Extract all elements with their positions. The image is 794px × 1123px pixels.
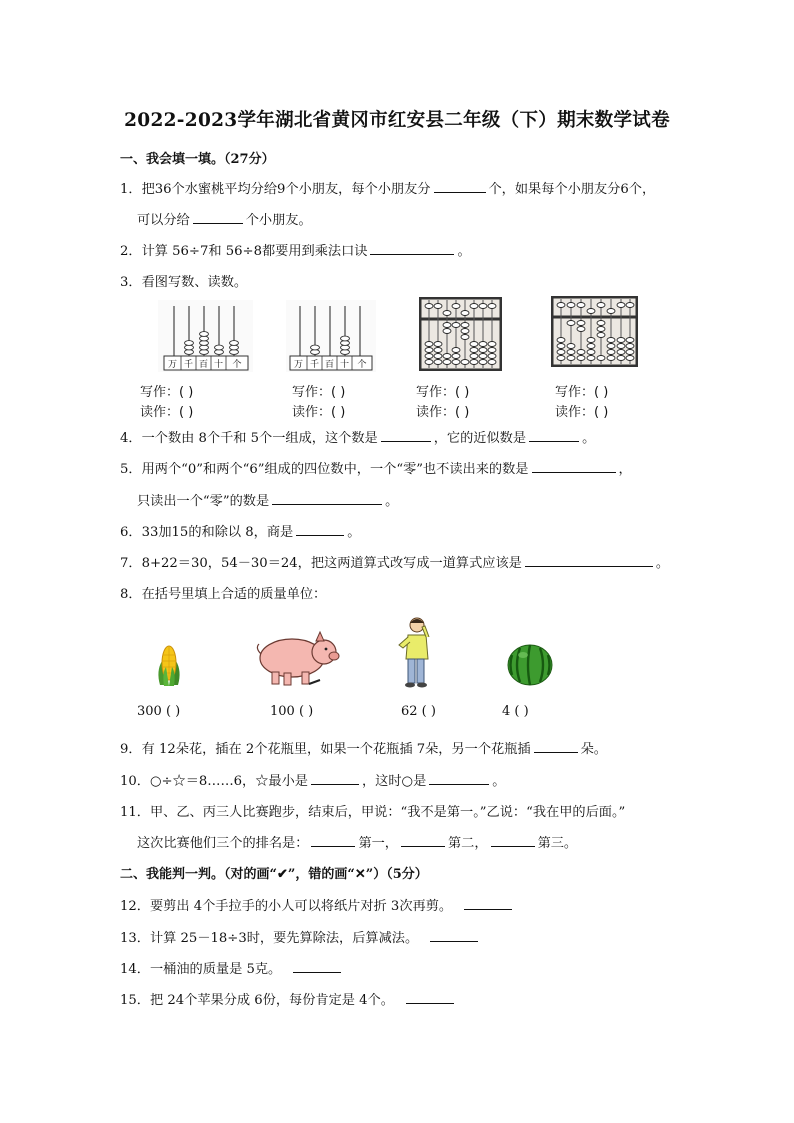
q11-text-e: 第三。 [537,836,578,851]
q10-text-a: 10．○÷☆＝8……6，☆最小是 [120,774,308,789]
q12-text: 12．要剪出 4个手拉手的小人可以将纸片对折 3次再剪。 [120,899,453,914]
pig-image [254,626,340,688]
section-1-heading: 一、我会填一填。（27分） [120,152,275,167]
q4-text-a: 4．一个数由 8个千和 5个一组成，这个数是 [120,431,378,446]
q5-text-d: 。 [385,494,399,509]
question-10 [120,770,505,789]
q11-blank-2[interactable] [401,834,445,847]
q1-text-d: 个小朋友。 [245,213,312,228]
q7-blank[interactable] [525,554,653,567]
corn-image [152,641,186,687]
q9-blank[interactable] [534,740,578,753]
write-label-3: 写作：( ) [416,385,470,400]
q10-text-b: ，这时○是 [362,774,427,789]
q6-blank[interactable] [296,523,344,536]
place-label: 万 [167,360,178,370]
question-13 [120,927,481,946]
q2-text-a: 2．计算 56÷7和 56÷8都要用到乘法口诀 [120,244,368,259]
q9-text-a: 9．有 12朵花，插在 2个花瓶里，如果一个花瓶插 7朵，另一个花瓶插 [120,742,531,757]
q8-item-corn[interactable]: 300 ( ) [137,704,181,719]
write-label-2: 写作：( ) [292,385,346,400]
place-label: 百 [324,360,335,370]
q5-text-c: 只读出一个“零”的数是 [137,494,270,509]
q10-blank-1[interactable] [311,772,359,785]
q2-text-b: 。 [457,244,471,259]
q4-blank-2[interactable] [529,429,579,442]
question-15 [120,989,457,1008]
q15-blank[interactable] [406,991,454,1004]
place-label: 千 [183,360,194,370]
abacus-3-image [419,297,502,371]
q11-text-b: 这次比赛他们三个的排名是： [137,836,309,851]
q15-text: 15．把 24个苹果分成 6份，每份肯定是 4个。 [120,993,394,1008]
write-label-1: 写作：( ) [140,385,194,400]
q11-text-d: 第二， [448,836,488,851]
q14-blank[interactable] [293,960,341,973]
q13-text: 13．计算 25－18÷3时，要先算除法，后算减法。 [120,931,419,946]
write-label-4: 写作：( ) [555,385,609,400]
q8-item-pig[interactable]: 100 ( ) [270,704,314,719]
read-label-1: 读作：( ) [140,405,194,420]
q4-text-c: 。 [582,431,596,446]
question-1-cont [137,209,312,228]
q1-text-b: 个，如果每个小朋友分6个， [488,182,656,197]
place-label: 百 [198,360,209,370]
read-label-2: 读作：( ) [292,405,346,420]
q5-blank-2[interactable] [272,492,382,505]
q11-blank-1[interactable] [311,834,355,847]
q10-text-c: 。 [492,774,506,789]
q11-blank-3[interactable] [491,834,535,847]
question-2 [120,240,471,259]
question-12 [120,895,515,914]
question-11: 11．甲、乙、丙三人比赛跑步，结束后，甲说：“我不是第一。”乙说：“我在甲的后面。” [120,805,626,820]
q10-blank-2[interactable] [429,772,489,785]
boy-image [395,615,437,689]
q7-text-b: 。 [655,556,670,571]
q8-item-boy[interactable]: 62 ( ) [401,704,436,719]
abacus-4-image [551,296,638,367]
q7-text-a: 7．8+22＝30，54－30＝24，把这两道算式改写成一道算式应该是 [120,556,522,571]
q6-text-a: 6．33加15的和除以 8，商是 [120,525,294,540]
section-2-heading: 二、我能判一判。（对的画“✔”，错的画“✕”）（5分） [120,867,428,882]
place-label: 万 [293,360,304,370]
q5-blank-1[interactable] [532,460,616,473]
q9-text-b: 朵。 [580,742,607,757]
question-9 [120,738,607,757]
question-11-cont [137,832,577,851]
question-4 [120,427,595,446]
q12-blank[interactable] [464,897,512,910]
q4-blank-1[interactable] [381,429,431,442]
question-8: 8．在括号里填上合适的质量单位： [120,587,327,602]
q1-blank-1[interactable] [434,180,486,193]
read-label-4: 读作：( ) [555,405,609,420]
counting-frame-1-image [158,300,253,372]
q5-text-a: 5．用两个“0”和两个“6”组成的四位数中，一个“零”也不读出来的数是 [120,462,529,477]
q1-blank-2[interactable] [193,211,243,224]
q13-blank[interactable] [430,929,478,942]
q14-text: 14．一桶油的质量是 5克。 [120,962,282,977]
question-14 [120,958,344,977]
q6-text-b: 。 [347,525,361,540]
q11-text-c: 第一， [358,836,398,851]
question-5-cont [137,490,398,509]
place-label: 个 [357,360,367,370]
counting-frame-2-image [286,300,376,372]
question-7 [120,552,669,571]
place-label: 十 [213,360,224,370]
q2-blank[interactable] [370,242,454,255]
question-1 [120,178,655,197]
watermelon-image [506,643,554,687]
question-6 [120,521,360,540]
question-5 [120,458,632,477]
read-label-3: 读作：( ) [416,405,470,420]
place-label: 十 [339,360,350,370]
q5-text-b: ， [618,462,632,477]
q1-text-c: 可以分给 [137,213,190,228]
q1-text-a: 1．把36个水蜜桃平均分给9个小朋友，每个小朋友分 [120,182,431,197]
place-label: 个 [232,360,242,370]
q8-item-watermelon[interactable]: 4 ( ) [502,704,529,719]
q4-text-b: ，它的近似数是 [433,431,527,446]
place-label: 千 [309,360,320,370]
page-title: 2022-2023学年湖北省黄冈市红安县二年级（下）期末数学试卷 [124,110,670,131]
question-3: 3．看图写数、读数。 [120,275,248,290]
